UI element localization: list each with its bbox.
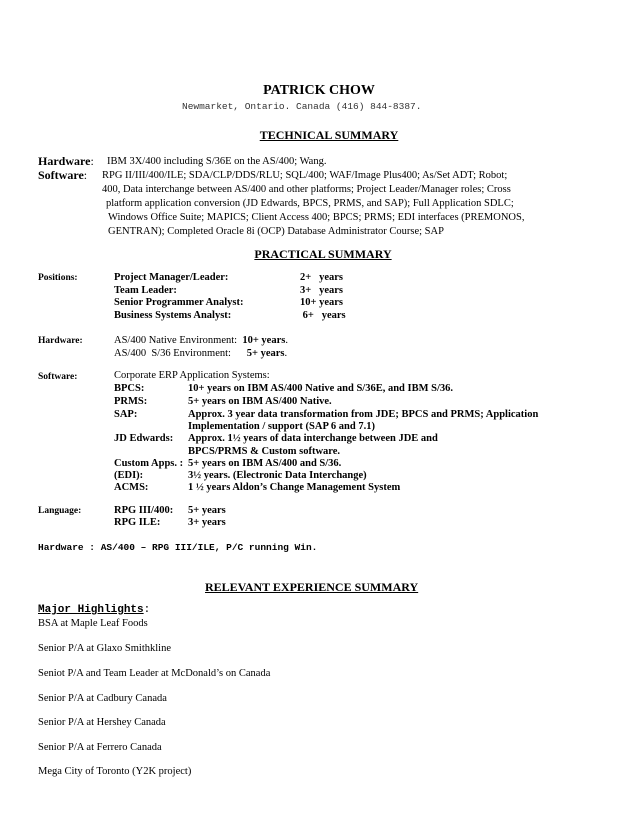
software-value: BPCS/PRMS & Custom software.: [188, 446, 341, 457]
position-years: 10+ years: [300, 297, 344, 308]
highlight-item: Senior P/A at Ferrero Canada: [38, 742, 162, 753]
software-key: Custom Apps. :: [114, 458, 184, 469]
practical-hardware-line: AS/400 Native Environment: 10+ years.: [114, 335, 288, 346]
highlight-item: Seniot P/A and Team Leader at McDonald’s on Canada: [38, 668, 271, 679]
language-key: RPG III/400:: [114, 505, 174, 516]
language-years: 3+ years: [188, 517, 226, 528]
contact-line: Newmarket, Ontario. Canada (416) 844-8387.: [182, 101, 422, 112]
software-value: Implementation / support (SAP 6 and 7.1): [188, 421, 375, 432]
highlight-item: Mega City of Toronto (Y2K project): [38, 766, 192, 777]
software-key: (EDI):: [114, 470, 144, 481]
tech-hardware-text: IBM 3X/400 including S/36E on the AS/400; Wang.: [107, 156, 327, 167]
tech-software-line: GENTRAN); Completed Oracle 8i (OCP) Database Administrator Course; SAP: [108, 226, 444, 237]
position-years: 2+ years: [300, 272, 344, 283]
practical-summary-title: PRACTICAL SUMMARY: [254, 247, 392, 261]
software-value: 10+ years on IBM AS/400 Native and S/36E, and IBM S/36.: [188, 383, 454, 394]
practical-hardware-label: Hardware:: [38, 336, 83, 346]
position-years: 6+ years: [300, 310, 346, 321]
software-intro: Corporate ERP Application Systems:: [114, 370, 270, 381]
software-value: Approx. 1½ years of data interchange between JDE and: [188, 433, 438, 444]
tech-software-label: Software:: [38, 168, 88, 182]
language-years: 5+ years: [188, 505, 226, 516]
software-key: JD Edwards:: [114, 433, 174, 444]
experience-summary-title: RELEVANT EXPERIENCE SUMMARY: [205, 580, 419, 594]
highlight-item: BSA at Maple Leaf Foods: [38, 618, 148, 629]
software-value: 3½ years. (Electronic Data Interchange): [188, 470, 367, 481]
software-key: ACMS:: [114, 482, 149, 493]
hardware-summary-line: Hardware : AS/400 – RPG III/ILE, P/C running Win.: [38, 542, 318, 553]
highlight-item: Senior P/A at Glaxo Smithkline: [38, 643, 171, 654]
tech-software-line: Windows Office Suite; MAPICS; Client Access 400; BPCS; PRMS; EDI interfaces (PREMONOS,: [108, 212, 525, 223]
tech-hardware-label: Hardware:: [38, 154, 94, 168]
positions-label: Positions:: [38, 273, 78, 283]
software-value: Approx. 3 year data transformation from JDE; BPCS and PRMS; Application: [188, 409, 539, 420]
software-value: 1 ½ years Aldon’s Change Management System: [188, 482, 401, 493]
position-years: 3+ years: [300, 285, 344, 296]
software-value: 5+ years on IBM AS/400 Native.: [188, 396, 332, 407]
tech-software-line: 400, Data interchange between AS/400 and other platforms; Project Leader/Manager roles; Cross: [102, 184, 511, 195]
position-role: Team Leader:: [114, 285, 177, 296]
position-role: Senior Programmer Analyst:: [114, 297, 244, 308]
software-key: PRMS:: [114, 396, 148, 407]
position-role: Project Manager/Leader:: [114, 272, 229, 283]
software-key: SAP:: [114, 409, 138, 420]
candidate-name: PATRICK CHOW: [263, 83, 375, 98]
position-role: Business Systems Analyst:: [114, 310, 232, 321]
language-label: Language:: [38, 506, 82, 516]
tech-software-line: RPG II/III/400/ILE; SDA/CLP/DDS/RLU; SQL/400; WAF/Image Plus400; As/Set ADT; Robot;: [102, 170, 508, 181]
highlight-item: Senior P/A at Cadbury Canada: [38, 693, 167, 704]
language-key: RPG ILE:: [114, 517, 161, 528]
highlight-item: Senior P/A at Hershey Canada: [38, 717, 166, 728]
software-key: BPCS:: [114, 383, 145, 394]
tech-software-line: platform application conversion (JD Edwards, BPCS, PRMS, and SAP); Full Application SDLC;: [106, 198, 514, 209]
technical-summary-title: TECHNICAL SUMMARY: [259, 128, 399, 142]
practical-software-label: Software:: [38, 372, 78, 382]
software-value: 5+ years on IBM AS/400 and S/36.: [188, 458, 342, 469]
major-highlights-label: Major Highlights:: [38, 604, 151, 616]
practical-hardware-line: AS/400 S/36 Environment: 5+ years.: [114, 348, 288, 359]
